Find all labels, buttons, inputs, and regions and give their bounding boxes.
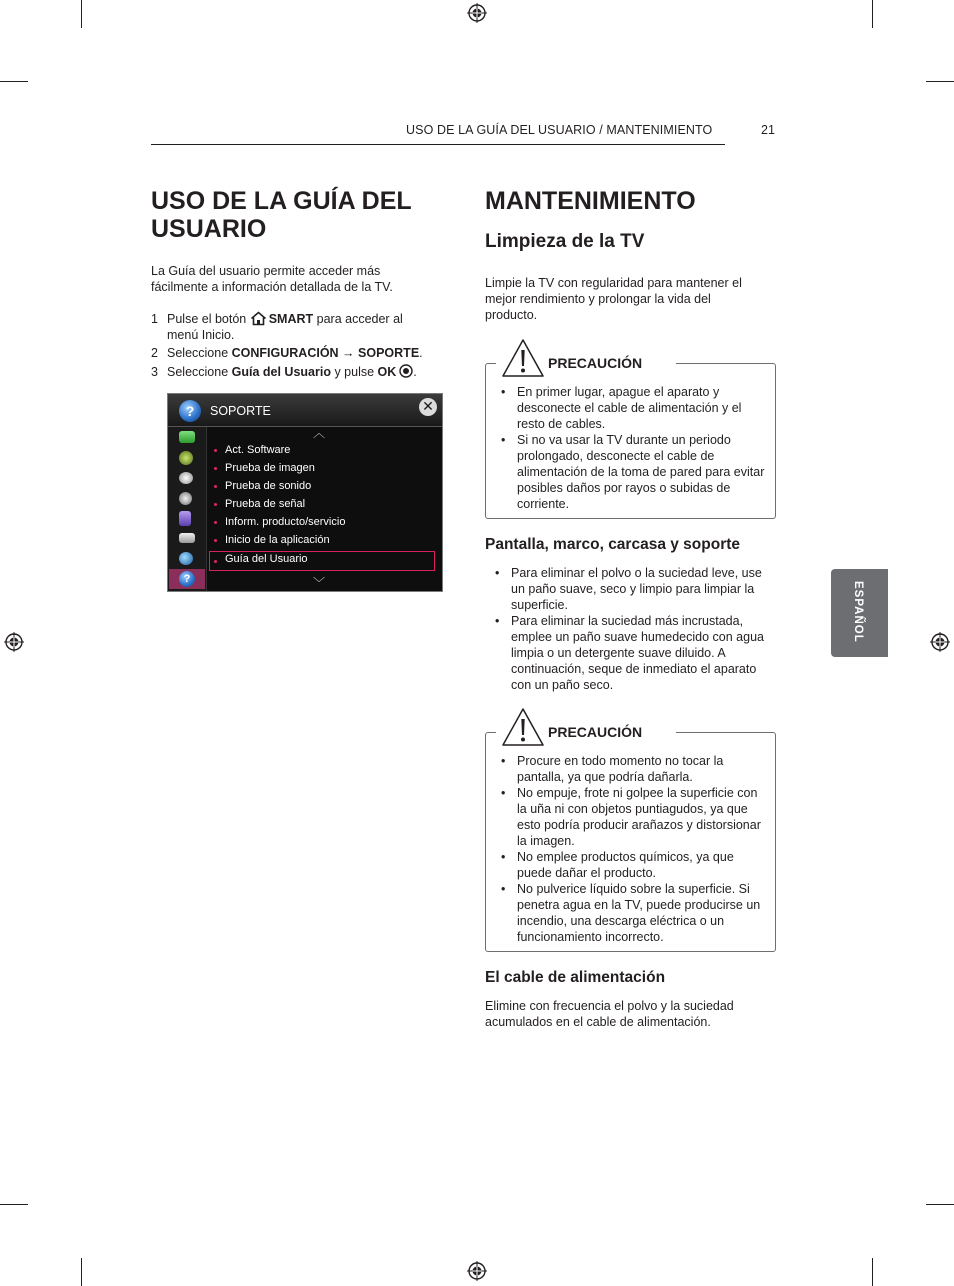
crop-mark bbox=[926, 1204, 954, 1205]
header-rule bbox=[151, 144, 725, 145]
page-number: 21 bbox=[761, 123, 776, 137]
list-item: • En primer lugar, apague el aparato y desconecte el cable de alimentación y el resto de cables. bbox=[501, 384, 766, 432]
lock-icon[interactable] bbox=[179, 511, 191, 526]
list-bullet bbox=[214, 539, 217, 542]
list-bullet bbox=[214, 485, 217, 488]
warning-icon bbox=[501, 338, 545, 378]
help-icon: ? bbox=[179, 571, 195, 587]
registration-mark-icon bbox=[467, 1261, 487, 1281]
list-item: • Para eliminar la suciedad más incrustada, emplee un paño suave humedecido con agua limpia o un detergente suave diluido. A continuación, seque de inmediato el aparato con un paño seco. bbox=[495, 613, 778, 693]
registration-mark-icon bbox=[467, 3, 487, 23]
scroll-up-icon[interactable]: ︿ bbox=[313, 426, 326, 440]
step-3: 3 Seleccione Guía del Usuario y pulse OK . bbox=[151, 365, 417, 379]
sound-icon[interactable] bbox=[179, 451, 193, 465]
tv-menu-header bbox=[168, 394, 442, 427]
list-bullet bbox=[214, 503, 217, 506]
running-header: USO DE LA GUÍA DEL USUARIO / MANTENIMIENTO bbox=[406, 123, 713, 137]
caution-title: PRECAUCIÓN bbox=[548, 724, 643, 740]
guide-intro: La Guía del usuario permite acceder más fácilmente a información detallada de la TV. bbox=[151, 264, 393, 294]
subsection-title-power-cable: El cable de alimentación bbox=[485, 969, 666, 986]
home-icon bbox=[250, 311, 267, 326]
menu-item-sound-test[interactable]: Prueba de sonido bbox=[225, 480, 312, 492]
network-icon[interactable] bbox=[179, 552, 193, 565]
channel-icon[interactable] bbox=[179, 472, 193, 484]
menu-item-picture-test[interactable]: Prueba de imagen bbox=[225, 462, 315, 474]
language-tab-label: ESPAÑOL bbox=[852, 581, 864, 643]
list-bullet bbox=[214, 467, 217, 470]
menu-item-product-info[interactable]: Inform. producto/servicio bbox=[225, 516, 346, 528]
ok-button-icon bbox=[399, 364, 413, 378]
registration-mark-icon bbox=[930, 632, 950, 652]
step-2: 2 Seleccione CONFIGURACIÓN → SOPORTE. bbox=[151, 346, 423, 360]
caution-box-2 bbox=[485, 724, 776, 952]
subsection-title-cleaning: Limpieza de la TV bbox=[485, 231, 645, 252]
list-item: • No emplee productos químicos, ya que puede dañar el producto. bbox=[501, 849, 766, 881]
subsection-title-screen: Pantalla, marco, carcasa y soporte bbox=[485, 536, 741, 553]
step-1: 1 Pulse el botón SMART para acceder al menú Inicio. bbox=[151, 312, 403, 342]
list-bullet bbox=[214, 449, 217, 452]
list-item: • No empuje, frote ni golpee la superficie con la uña ni con objetos puntiagudos, ya que esto podría producir arañazos y distorsionar la imagen. bbox=[501, 785, 766, 849]
picture-icon[interactable] bbox=[179, 431, 195, 443]
section-title-guide: USO DE LA GUÍA DEL USUARIO bbox=[151, 187, 412, 243]
caution-title: PRECAUCIÓN bbox=[548, 355, 643, 371]
option-icon[interactable] bbox=[179, 533, 195, 543]
help-icon: ? bbox=[179, 400, 201, 422]
menu-item-signal-test[interactable]: Prueba de señal bbox=[225, 498, 306, 510]
scroll-down-icon[interactable]: ﹀ bbox=[313, 576, 326, 590]
tv-menu-screenshot bbox=[167, 393, 443, 592]
language-tab bbox=[831, 569, 888, 657]
section-title-maintenance: MANTENIMIENTO bbox=[485, 187, 696, 215]
screen-care-list bbox=[495, 565, 778, 693]
list-item: • Procure en todo momento no tocar la pantalla, ya que podría dañarla. bbox=[501, 753, 766, 785]
time-icon[interactable] bbox=[179, 492, 192, 505]
warning-icon bbox=[501, 707, 545, 747]
list-item: • No pulverice líquido sobre la superficie. Si penetra agua en la TV, puede producirse un incendio, una descarga eléctrica o un funcionamiento incorrecto. bbox=[501, 881, 766, 945]
caution-list bbox=[501, 753, 766, 945]
close-icon[interactable]: ✕ bbox=[419, 398, 437, 416]
crop-mark bbox=[0, 1204, 28, 1205]
tv-menu-title: SOPORTE bbox=[210, 404, 271, 418]
power-cable-body: Elimine con frecuencia el polvo y la suciedad acumulados en el cable de alimentación. bbox=[485, 999, 734, 1029]
crop-mark bbox=[872, 0, 873, 28]
caution-box-1 bbox=[485, 355, 776, 519]
crop-mark bbox=[872, 1258, 873, 1286]
list-bullet bbox=[214, 560, 217, 563]
tv-menu-sidebar bbox=[168, 427, 207, 591]
menu-item-user-guide[interactable]: Guía del Usuario bbox=[225, 553, 308, 565]
crop-mark bbox=[81, 1258, 82, 1286]
list-item: • Si no va usar la TV durante un periodo prolongado, desconecte el cable de alimentación de la toma de pared para evitar posibles daños por rayos o subidas de corriente. bbox=[501, 432, 766, 512]
cleaning-intro: Limpie la TV con regularidad para mantener el mejor rendimiento y prolongar la vida del producto. bbox=[485, 276, 742, 322]
crop-mark bbox=[81, 0, 82, 28]
list-item: • Para eliminar el polvo o la suciedad leve, use un paño suave, seco y limpio para limpiar la superficie. bbox=[495, 565, 778, 613]
caution-list bbox=[501, 384, 766, 512]
crop-mark bbox=[0, 81, 28, 82]
registration-mark-icon bbox=[4, 632, 24, 652]
support-icon-selected[interactable] bbox=[169, 569, 205, 589]
menu-item-software[interactable]: Act. Software bbox=[225, 444, 291, 456]
list-bullet bbox=[214, 521, 217, 524]
menu-item-app-start[interactable]: Inicio de la aplicación bbox=[225, 534, 330, 546]
crop-mark bbox=[926, 81, 954, 82]
